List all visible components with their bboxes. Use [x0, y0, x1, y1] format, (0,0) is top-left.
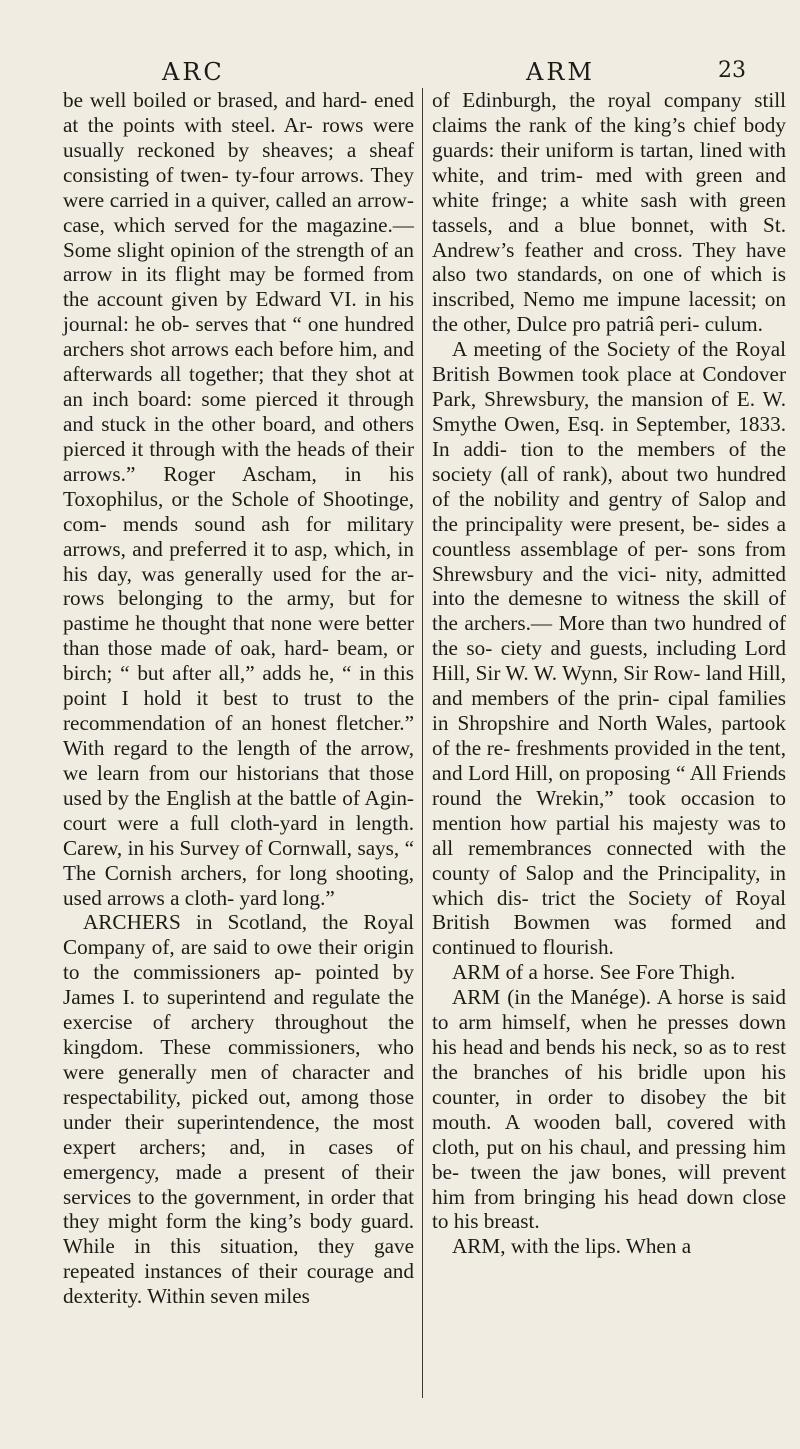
- running-header: [0, 58, 800, 88]
- page-number: 23: [718, 58, 746, 83]
- left-column: [63, 88, 414, 1309]
- right-column: [432, 88, 786, 1259]
- running-head-left: ARC: [162, 58, 225, 86]
- running-head-right: ARM: [526, 58, 595, 86]
- paragraph-arm-of-horse: ARM of a horse. See Fore Thigh.: [452, 960, 736, 985]
- column-divider: [422, 88, 423, 1398]
- paragraph-royal-company-cont: of Edinburgh, the royal company still claims the rank of the king’s chief body guards: their uniform is tartan, lined with white, and trim- med with green and white fringe; a white sash with green tassels, and a blue bonnet, with St. Andrew’s feather and cross. They have also two standards, on one of which is inscribed, Nemo me impune lacessit; on the other, Dulce pro patriâ peri- culum.: [432, 88, 786, 337]
- paragraph-arm-lips: ARM, with the lips. When a: [452, 1234, 692, 1259]
- paragraph-royal-british-bowmen: A meeting of the Society of the Royal British Bowmen took place at Condover Park, Shrewsbury, the mansion of E. W. Smythe Owen, Esq. in September, 1833. In addi- tion to the members of the society (all of rank), about two hundred of the nobility and gentry of Salop and the principality were present, be- sides a countless assemblage of per- sons from Shrewsbury and the vici- nity, admitted into the demesne to witness the skill of the archers.— More than two hundred of the so- ciety and guests, including Lord Hill, Sir W. W. Wynn, Sir Row- land Hill, and members of the prin- cipal families in Shropshire and North Wales, partook of the re- freshments provided in the tent, and Lord Hill, on proposing “ All Friends round the Wrekin,” took occasion to mention how partial his majesty was to all remembrances connected with the county of Salop and the Principality, in which dis- trict the Society of Royal British Bowmen was formed and continued to flourish.: [432, 337, 786, 960]
- paragraph-arm-manege: ARM (in the Manége). A horse is said to arm himself, when he presses down his head and bends his neck, so as to rest the branches of his bridle upon his counter, in order to disobey the bit mouth. A wooden ball, covered with cloth, put on his chaul, and pressing him be- tween the jaw bones, will prevent him from bringing his head down close to his breast.: [432, 985, 786, 1234]
- paragraph-arrows: be well boiled or brased, and hard- ened at the points with steel. Ar- rows were usually reckoned by sheaves; a sheaf consisting of twen- ty-four arrows. They were carried in a quiver, called an arrow-case, which served for the magazine.— Some slight opinion of the strength of an arrow in its flight may be formed from the account given by Edward VI. in his journal: he ob- serves that “ one hundred archers shot arrows each before him, and afterwards all together; that they shot at an inch board: some pierced it through and stuck in the other board, and others pierced it through with the heads of their arrows.” Roger Ascham, in his Toxophilus, or the Schole of Shootinge, com- mends sound ash for military arrows, and preferred it to asp, which, in his day, was generally used for the ar- rows belonging to the army, but for pastime he thought that none were better than those made of oak, hard- beam, or birch; “ but after all,” adds he, “ in this point I hold it best to trust to the recommendation of an honest fletcher.” With regard to the length of the arrow, we learn from our historians that those used by the English at the battle of Agin- court were a full cloth-yard in length. Carew, in his Survey of Cornwall, says, “ The Cornish archers, for long shooting, used arrows a cloth- yard long.”: [63, 88, 414, 910]
- paragraph-archers-scotland: ARCHERS in Scotland, the Royal Company of, are said to owe their origin to the commissioners ap- pointed by James I. to superintend and regulate the exercise of archery throughout the kingdom. These commissioners, who were generally men of character and respectability, picked out, among those under their superintendence, the most expert archers; and, in cases of emergency, made a present of their services to the government, in order that they might form the king’s body guard. While in this situation, they gave repeated instances of their courage and dexterity. Within seven miles: [63, 910, 414, 1309]
